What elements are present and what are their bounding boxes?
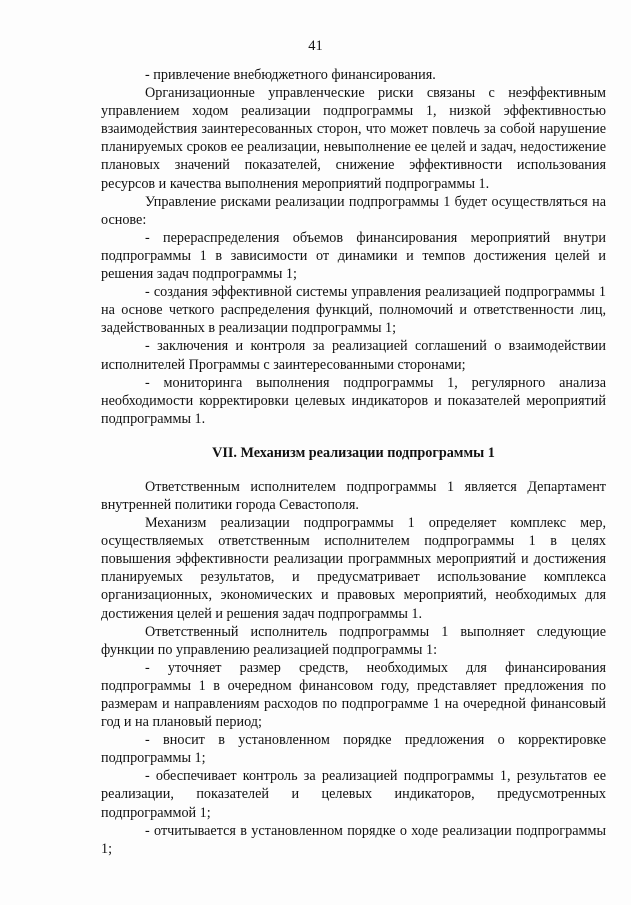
risk-item-monitoring: - мониторинга выполнения подпрограммы 1, регулярного анализа необходимости корректировки целевых индикаторов и показателей мероприятий подпрограммы 1. bbox=[101, 374, 606, 427]
risk-item-management-system: - создания эффективной системы управления реализацией подпрограммы 1 на основе четкого распределения функций, полномочий и ответственности лиц, задействованных в реализации подпрограммы 1; bbox=[101, 284, 606, 337]
page-number: 41 bbox=[308, 38, 323, 54]
function-item-reporting: - отчитывается в установленном порядке о ходе реализации подпрограммы 1; bbox=[101, 822, 606, 857]
risk-management-intro: Управление рисками реализации подпрограммы 1 будет осуществляться на основе: bbox=[101, 193, 606, 228]
org-risks-paragraph: Организационные управленческие риски связаны с неэффективным управлением ходом реализации подпрограммы 1, низкой эффективностью взаимодействия заинтересованных сторон, что может повлечь за собой нарушение планируемых сроков ее реализации, невыполнение ее целей и задач, недостижение плановых значений показателей, снижение эффективности использования ресурсов и качества выполнения мероприятий подпрограммы 1. bbox=[101, 85, 606, 192]
page-content bbox=[101, 66, 606, 858]
section-heading: VII. Механизм реализации подпрограммы 1 bbox=[212, 444, 495, 461]
risk-item-agreements: - заключения и контроля за реализацией соглашений о взаимодействии исполнителей Программы с заинтересованными сторонами; bbox=[101, 338, 606, 373]
mechanism-paragraph: Механизм реализации подпрограммы 1 определяет комплекс мер, осуществляемых ответственным исполнителем подпрограммы 1 в целях повышения эффективности реализации программных мероприятий и достижения планируемых результатов, и предусматривает использование комплекса организационных, экономических и правовых мероприятий, необходимых для достижения целей и решения задач подпрограммы 1. bbox=[101, 515, 606, 622]
risk-item-redistribution: - перераспределения объемов финансирования мероприятий внутри подпрограммы 1 в зависимости от динамики и темпов достижения целей и решения задач подпрограммы 1; bbox=[101, 229, 606, 283]
functions-list bbox=[101, 659, 606, 858]
responsible-executor-paragraph: Ответственным исполнителем подпрограммы 1 является Департамент внутренней политики города Севастополя. bbox=[101, 478, 606, 513]
risk-management-list bbox=[101, 229, 606, 428]
function-item-corrections: - вносит в установленном порядке предложения о корректировке подпрограммы 1; bbox=[101, 732, 606, 767]
functions-intro-paragraph: Ответственный исполнитель подпрограммы 1 выполняет следующие функции по управлению реализацией подпрограммы 1: bbox=[101, 623, 606, 658]
function-item-control: - обеспечивает контроль за реализацией подпрограммы 1, результатов ее реализации, показателей и целевых индикаторов, предусмотренных подпрограммой 1; bbox=[101, 768, 606, 821]
lead-list-item: - привлечение внебюджетного финансирования. bbox=[145, 67, 436, 83]
function-item-funding: - уточняет размер средств, необходимых для финансирования подпрограммы 1 в очередном финансовом году, представляет предложения по размерам и направлениям расходов по подпрограмме 1 на очередной финансовый год и на плановый период; bbox=[101, 659, 606, 731]
